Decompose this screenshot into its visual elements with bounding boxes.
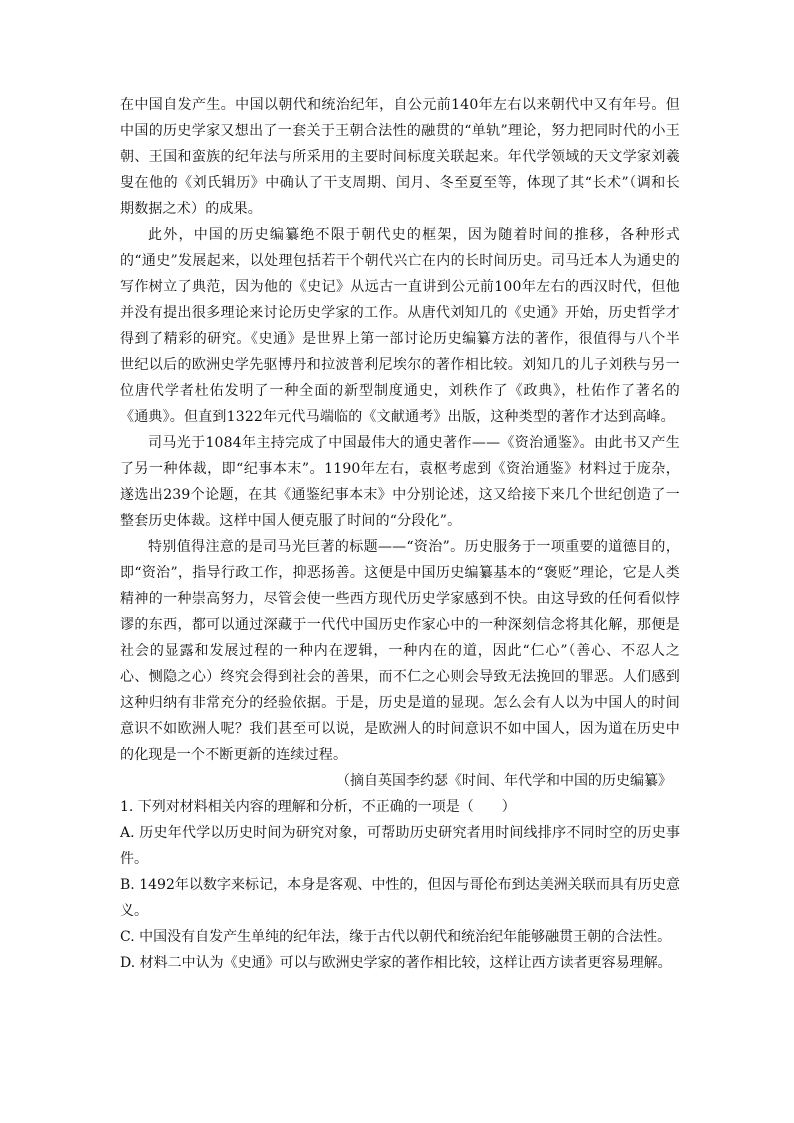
document-page xyxy=(120,92,680,976)
option-a: A. 历史年代学以历史时间为研究对象，可帮助历史研究者用时间线排序不同时空的历史事件。 xyxy=(120,825,680,867)
option-b: B. 1492年以数字来标记，本身是客观、中性的，但因与哥伦布到达美洲关联而具有历史意义。 xyxy=(120,877,680,919)
paragraph-2: 此外，中国的历史编纂绝不限于朝代史的框架，因为随着时间的推移，各种形式的“通史”发展起来，以处理包括若干个朝代兴亡在内的长时间历史。司马迁本人为通史的写作树立了典范，因为他的《史记》从远古一直讲到公元前100年左右的西汉时代，但他并没有提出很多理论来讨论历史学家的工作。从唐代刘知几的《史通》开始，历史哲学才得到了精彩的研究。《史通》是世界上第一部讨论历史编纂方法的著作，很值得与八个半世纪以后的欧洲史学先驱博丹和拉波普利尼埃尔的著作相比较。刘知几的儿子刘秩与另一位唐代学者杜佑发明了一种全面的新型制度通史，刘秩作了《政典》，杜佑作了著名的《通典》。但直到1322年元代马端临的《文献通考》出版，这种类型的著作才达到高峰。 xyxy=(120,227,680,425)
paragraph-4: 特别值得注意的是司马光巨著的标题——“资治”。历史服务于一项重要的道德目的，即“资治”，指导行政工作，抑恶扬善。这便是中国历史编纂基本的“褒贬”理论，它是人类精神的一种崇高努力，尽管会使一些西方现代历史学家感到不快。由这导致的任何看似悖谬的东西，都可以通过深藏于一代代中国历史作家心中的一种深刻信念将其化解，那便是社会的显露和发展过程的一种内在逻辑，一种内在的道，因此“仁心”（善心、不忍人之心、恻隐之心）终究会得到社会的善果，而不仁之心则会导致无法挽回的罪恶。人们感到这种归纳有非常充分的经验依据。于是，历史是道的显现。怎么会有人以为中国人的时间意识不如欧洲人呢？我们甚至可以说，是欧洲人的时间意识不如中国人，因为道在历史中的化现是一个不断更新的连续过程。 xyxy=(120,539,680,763)
option-c: C. 中国没有自发产生单纯的纪年法，缘于古代以朝代和统治纪年能够融贯王朝的合法性。 xyxy=(120,929,672,945)
paragraph-1: 在中国自发产生。中国以朝代和统治纪年，自公元前140年左右以来朝代中又有年号。但中国的历史学家又想出了一套关于王朝合法性的融贯的“单轨”理论，努力把同时代的小王朝、王国和蛮族的纪年法与所采用的主要时间标度关联起来。年代学领域的天文学家刘羲叟在他的《刘氏辑历》中确认了干支周期、闰月、冬至夏至等，体现了其“长术”（调和长期数据之术）的成果。 xyxy=(120,97,680,217)
paragraph-3: 司马光于1084年主持完成了中国最伟大的通史著作——《资治通鉴》。由此书又产生了另一种体裁，即“纪事本末”。1190年左右，袁枢考虑到《资治通鉴》材料过于庞杂，遂选出239个论题，在其《通鉴纪事本末》中分别论述，这又给接下来几个世纪创造了一整套历史体裁。这样中国人便克服了时间的“分段化”。 xyxy=(120,435,680,529)
question-stem: 1. 下列对材料相关内容的理解和分析，不正确的一项是（ ） xyxy=(120,799,516,815)
source-citation: （摘自英国李约瑟《时间、年代学和中国的历史编纂》 xyxy=(336,773,672,789)
option-d: D. 材料二中认为《史通》可以与欧洲史学家的著作相比较，这样让西方读者更容易理解。 xyxy=(120,955,672,971)
